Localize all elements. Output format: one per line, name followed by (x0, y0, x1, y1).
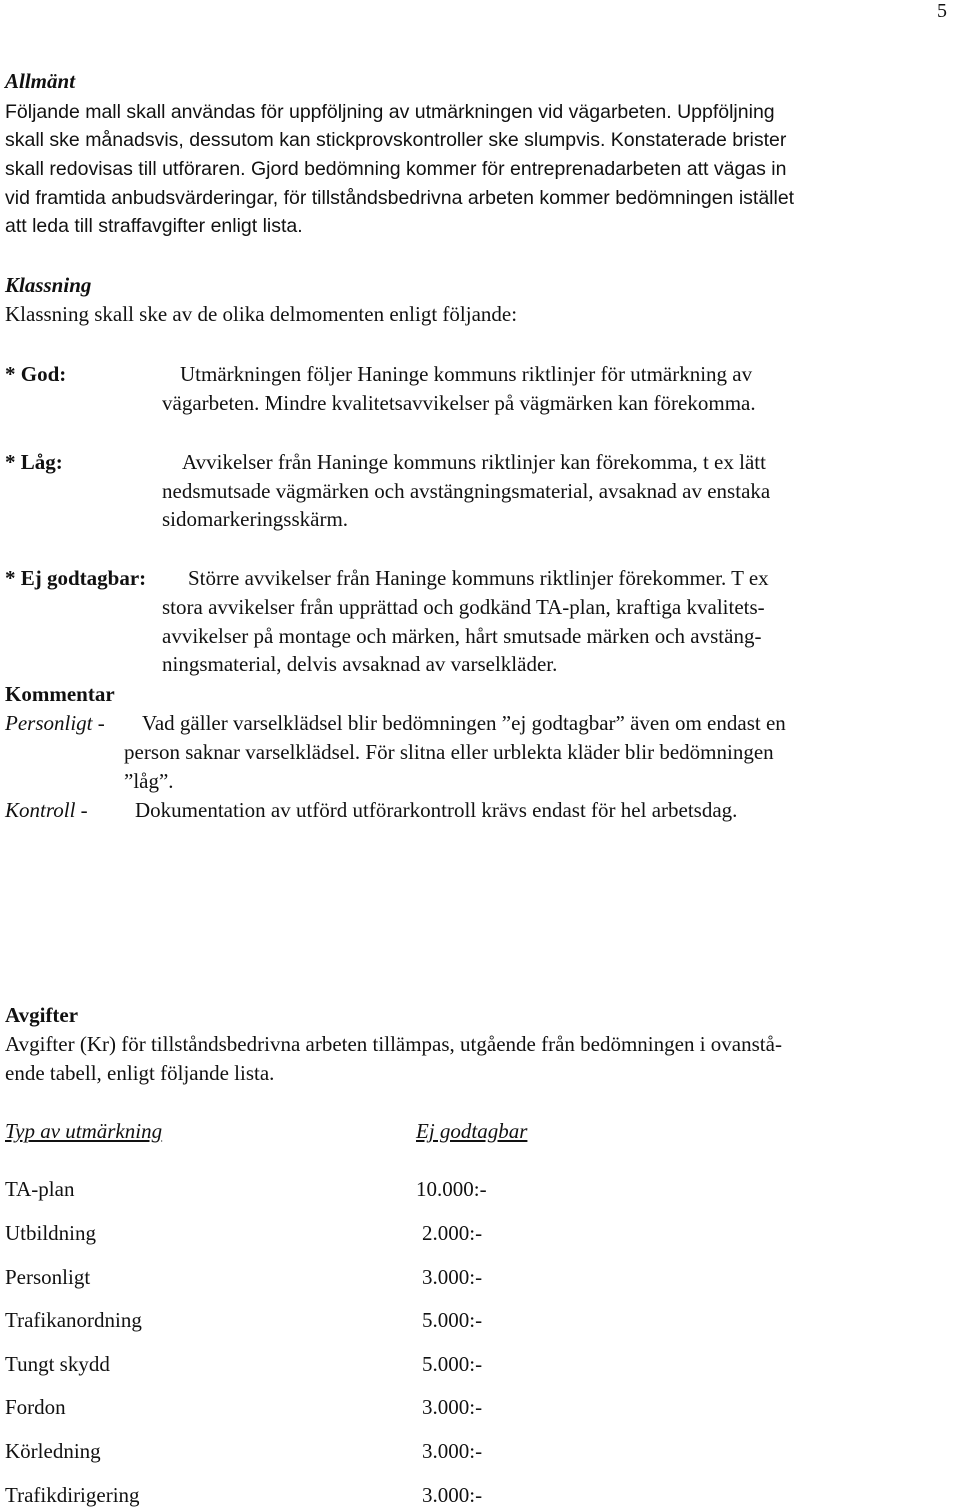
god-line: Utmärkningen följer Haninge kommuns riktlinjer för utmärkning av (180, 362, 753, 386)
lag-label: * Låg: (5, 450, 63, 474)
table-row-type: Trafikdirigering (5, 1483, 140, 1507)
god-label: * God: (5, 362, 67, 386)
allmant-heading: Allmänt (5, 69, 76, 93)
avgifter-heading: Avgifter (5, 1003, 79, 1027)
table-row-value: 5.000:- (422, 1308, 483, 1332)
table-row-value: 5.000:- (422, 1352, 483, 1376)
ej-godtagbar-line: avvikelser på montage och märken, hårt smutsade märken och avstäng- (162, 624, 762, 648)
ej-godtagbar-line: stora avvikelser från upprättad och godkänd TA-plan, kraftiga kvalitets- (162, 595, 765, 619)
table-row-type: Trafikanordning (5, 1308, 142, 1332)
table-row-value: 2.000:- (422, 1221, 483, 1245)
klassning-heading: Klassning (5, 273, 92, 297)
table-row-value: 3.000:- (422, 1395, 483, 1419)
personligt-line: Vad gäller varselklädsel blir bedömningen ”ej godtagbar” även om endast en (142, 711, 786, 735)
table-row-type: Fordon (5, 1395, 66, 1419)
lag-line: Avvikelser från Haninge kommuns riktlinjer kan förekomma, t ex lätt (182, 450, 766, 474)
table-row-value: 3.000:- (422, 1439, 483, 1463)
allmant-line: skall ske månadsvis, dessutom kan stickprovskontroller ske slumpvis. Konstaterade brister (5, 129, 787, 151)
table-row-value: 3.000:- (422, 1265, 483, 1289)
table-row-value: 3.000:- (422, 1483, 483, 1507)
ej-godtagbar-line: ningsmaterial, delvis avsaknad av varselkläder. (162, 652, 558, 676)
lag-line: sidomarkeringsskärm. (162, 507, 349, 531)
table-row-type: TA-plan (5, 1177, 75, 1201)
god-line: vägarbeten. Mindre kvalitetsavvikelser på vägmärken kan förekomma. (162, 391, 756, 415)
table-row-type: Tungt skydd (5, 1352, 110, 1376)
kommentar-heading: Kommentar (5, 682, 115, 706)
col-header-value: Ej godtagbar (416, 1119, 528, 1143)
col-header-type: Typ av utmärkning (5, 1119, 163, 1143)
lag-line: nedsmutsade vägmärken och avstängningsmaterial, avsaknad av enstaka (162, 479, 771, 503)
personligt-label: Personligt - (5, 711, 105, 735)
avgifter-line: ende tabell, enligt följande lista. (5, 1061, 275, 1085)
personligt-line: ”låg”. (124, 769, 174, 793)
klassning-intro: Klassning skall ske av de olika delmomenten enligt följande: (5, 302, 518, 326)
table-row-type: Utbildning (5, 1221, 97, 1245)
table-row-type: Körledning (5, 1439, 101, 1463)
table-row-value: 10.000:- (416, 1177, 487, 1201)
kontroll-label: Kontroll - (5, 798, 88, 822)
kontroll-text: Dokumentation av utförd utförarkontroll krävs endast för hel arbetsdag. (135, 798, 738, 822)
table-row-type: Personligt (5, 1265, 91, 1289)
personligt-line: person saknar varselklädsel. För slitna eller urblekta kläder blir bedömningen (124, 740, 774, 764)
allmant-line: skall redovisas till utföraren. Gjord bedömning kommer för entreprenadarbeten att vägas in (5, 158, 787, 180)
allmant-line: att leda till straffavgifter enligt lista. (5, 215, 303, 237)
allmant-line: vid framtida anbudsvärderingar, för tillståndsbedrivna arbeten kommer bedömningen istället (5, 187, 795, 209)
avgifter-line: Avgifter (Kr) för tillståndsbedrivna arbeten tillämpas, utgående från bedömningen i ovanstå- (5, 1032, 782, 1056)
page-number: 5 (937, 0, 947, 22)
ej-godtagbar-label: * Ej godtagbar: (5, 566, 147, 590)
ej-godtagbar-line: Större avvikelser från Haninge kommuns riktlinjer förekommer. T ex (188, 566, 769, 590)
allmant-line: Följande mall skall användas för uppföljning av utmärkningen vid vägarbeten. Uppföljning (5, 101, 775, 123)
